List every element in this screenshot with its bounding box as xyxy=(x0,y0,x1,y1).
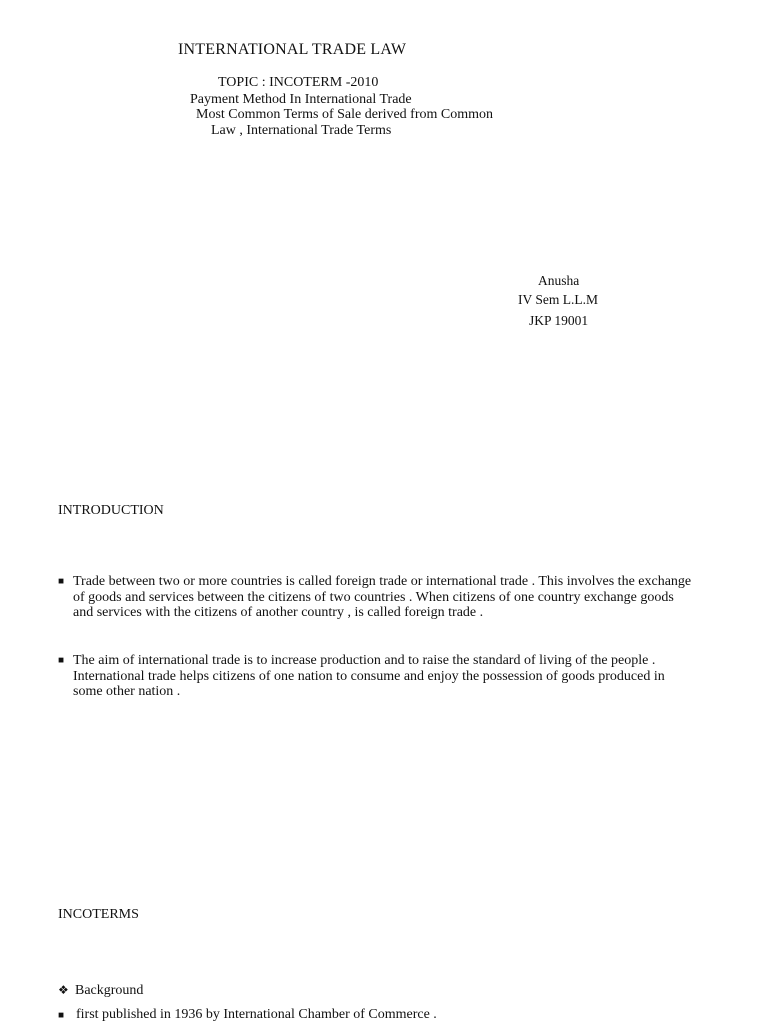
topic-line: Most Common Terms of Sale derived from Common xyxy=(196,107,494,122)
square-bullet-icon: ■ xyxy=(58,655,65,666)
bullet-line: and services with the citizens of another country , is called foreign trade . xyxy=(73,605,484,620)
topic-line: Payment Method In International Trade xyxy=(190,92,412,107)
square-bullet-icon: ■ xyxy=(58,576,65,587)
bullet-line: Trade between two or more countries is called foreign trade or international trade . This involves the exchange xyxy=(73,574,692,589)
author-id: JKP 19001 xyxy=(529,313,589,328)
topic-line: TOPIC : INCOTERM -2010 xyxy=(218,75,379,90)
square-bullet-icon: ■ xyxy=(58,1010,65,1021)
author-name: Anusha xyxy=(538,273,580,288)
bullet-line: some other nation . xyxy=(73,684,181,699)
author-semester: IV Sem L.L.M xyxy=(518,292,598,307)
topic-line: Law , International Trade Terms xyxy=(211,123,392,138)
subheading-background xyxy=(58,983,143,999)
page-title: INTERNATIONAL TRADE LAW xyxy=(178,41,407,58)
list-item xyxy=(58,1007,437,1024)
bullet-line: first published in 1936 by International Chamber of Commerce . xyxy=(76,1007,437,1022)
list-item xyxy=(58,653,718,700)
list-item xyxy=(58,574,718,621)
section-heading-introduction: INTRODUCTION xyxy=(58,503,164,518)
bullet-line: The aim of international trade is to increase production and to raise the standard of living of the people . xyxy=(73,653,656,668)
bullet-line: International trade helps citizens of one nation to consume and enjoy the possession of goods produced in xyxy=(73,668,665,684)
diamond-bullet-icon: ❖ xyxy=(58,983,69,997)
subheading-label: Background xyxy=(75,983,144,998)
section-heading-incoterms: INCOTERMS xyxy=(58,907,139,922)
bullet-line: of goods and services between the citizens of two countries . When citizens of one country exchange goods xyxy=(73,589,674,605)
